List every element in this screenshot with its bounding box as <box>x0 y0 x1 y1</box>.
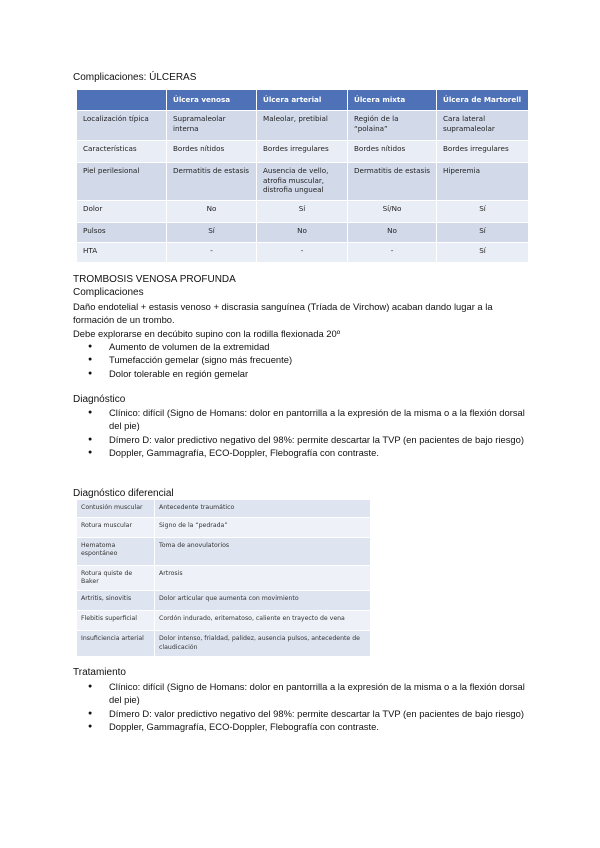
table-cell: No <box>257 223 348 243</box>
ulceras-header-cell: Úlcera de Martorell <box>437 90 529 111</box>
table-cell: Dermatitis de estasis <box>167 163 257 201</box>
table-cell: Sí <box>257 201 348 223</box>
row-label: Pulsos <box>77 223 167 243</box>
table-cell: Maleolar, pretibial <box>257 111 348 141</box>
table-row <box>77 500 371 518</box>
list-item: ● Dímero D: valor predictivo negativo del 98%: permite descartar la TVP (en pacientes de bajo riesgo) <box>88 707 534 720</box>
table-cell: - <box>167 243 257 263</box>
ulceras-table <box>76 89 529 263</box>
table-cell: Supramaleolar interna <box>167 111 257 141</box>
table-cell: Hematoma espontáneo <box>77 538 155 566</box>
ulceras-header-cell: Úlcera venosa <box>167 90 257 111</box>
signs-list <box>88 340 534 380</box>
table-cell: Toma de anovulatorios <box>155 538 371 566</box>
table-cell: Flebitis superficial <box>77 611 155 631</box>
diagnostico-heading: Diagnóstico <box>73 394 126 405</box>
table-row <box>77 591 371 611</box>
table-cell: Antecedente traumático <box>155 500 371 518</box>
table-cell: Bordes irregulares <box>257 141 348 163</box>
tvp-title: TROMBOSIS VENOSA PROFUNDA <box>73 274 236 285</box>
table-row <box>77 141 529 163</box>
diferencial-heading: Diagnóstico diferencial <box>73 488 174 499</box>
row-label: Piel perilesional <box>77 163 167 201</box>
table-cell: Bordes nítidos <box>348 141 437 163</box>
table-row <box>77 538 371 566</box>
complicaciones-heading: Complicaciones <box>73 287 144 298</box>
tratamiento-list <box>88 680 534 734</box>
table-cell: Bordes irregulares <box>437 141 529 163</box>
table-cell: Sí <box>167 223 257 243</box>
list-item: ● Doppler, Gammagrafía, ECO-Doppler, Flebografía con contraste. <box>88 446 534 459</box>
ulceras-header-cell: Úlcera mixta <box>348 90 437 111</box>
table-cell: Sí <box>437 201 529 223</box>
table-cell: Dermatitis de estasis <box>348 163 437 201</box>
list-item: ● Clínico: difícil (Signo de Homans: dolor en pantorrilla a la expresión de la misma o a la flexión dorsal del pie) <box>88 680 534 707</box>
table-cell: Cara lateral supramaleolar <box>437 111 529 141</box>
virchow-paragraph: Daño endotelial + estasis venoso + discrasia sanguínea (Tríada de Virchow) acaban dando lugar a la formación de un trombo. <box>73 301 493 326</box>
table-cell: Dolor articular que aumenta con movimiento <box>155 591 371 611</box>
table-cell: Ausencia de vello, atrofia muscular, distrofia ungueal <box>257 163 348 201</box>
table-cell: Sí/No <box>348 201 437 223</box>
table-cell: Sí <box>437 243 529 263</box>
tratamiento-heading: Tratamiento <box>73 667 126 678</box>
ulceras-header-cell <box>77 90 167 111</box>
table-row <box>77 111 529 141</box>
table-cell: Insuficiencia arterial <box>77 631 155 657</box>
table-row <box>77 611 371 631</box>
table-cell: Rotura quiste de Baker <box>77 566 155 591</box>
list-item: ● Tumefacción gemelar (signo más frecuente) <box>88 353 534 366</box>
table-cell: Hiperemia <box>437 163 529 201</box>
table-cell: Cordón indurado, eritematoso, caliente en trayecto de vena <box>155 611 371 631</box>
table-cell: - <box>257 243 348 263</box>
table-row <box>77 631 371 657</box>
table-row <box>77 201 529 223</box>
ulceras-heading: Complicaciones: ÚLCERAS <box>73 72 197 83</box>
table-row <box>77 566 371 591</box>
table-cell: Sí <box>437 223 529 243</box>
table-row <box>77 243 529 263</box>
table-cell: Artrosis <box>155 566 371 591</box>
table-cell: Artritis, sinovitis <box>77 591 155 611</box>
table-cell: Contusión muscular <box>77 500 155 518</box>
table-row <box>77 518 371 538</box>
table-cell: Rotura muscular <box>77 518 155 538</box>
list-item: ● Aumento de volumen de la extremidad <box>88 340 534 353</box>
list-item: ● Dímero D: valor predictivo negativo del 98%: permite descartar la TVP (en pacientes de bajo riesgo) <box>88 433 534 446</box>
table-row <box>77 223 529 243</box>
diagnostico-list <box>88 406 534 460</box>
table-cell: Bordes nítidos <box>167 141 257 163</box>
ulceras-header-cell: Úlcera arterial <box>257 90 348 111</box>
table-cell: No <box>348 223 437 243</box>
table-cell: No <box>167 201 257 223</box>
table-row <box>77 163 529 201</box>
table-cell: - <box>348 243 437 263</box>
list-item: ● Dolor tolerable en región gemelar <box>88 367 534 380</box>
list-item: ● Clínico: difícil (Signo de Homans: dolor en pantorrilla a la expresión de la misma o a la flexión dorsal del pie) <box>88 406 534 433</box>
ulceras-header-row <box>77 90 529 111</box>
table-cell: Región de la “polaina” <box>348 111 437 141</box>
table-cell: Dolor intenso, frialdad, palidez, ausencia pulsos, antecedente de claudicación <box>155 631 371 657</box>
row-label: Dolor <box>77 201 167 223</box>
diferencial-table <box>76 499 371 657</box>
exploracion-paragraph: Debe explorarse en decúbito supino con la rodilla flexionada 20º <box>73 328 341 339</box>
table-cell: Signo de la “pedrada” <box>155 518 371 538</box>
list-item: ● Doppler, Gammagrafía, ECO-Doppler, Flebografía con contraste. <box>88 720 534 733</box>
row-label: Características <box>77 141 167 163</box>
row-label: HTA <box>77 243 167 263</box>
row-label: Localización típica <box>77 111 167 141</box>
